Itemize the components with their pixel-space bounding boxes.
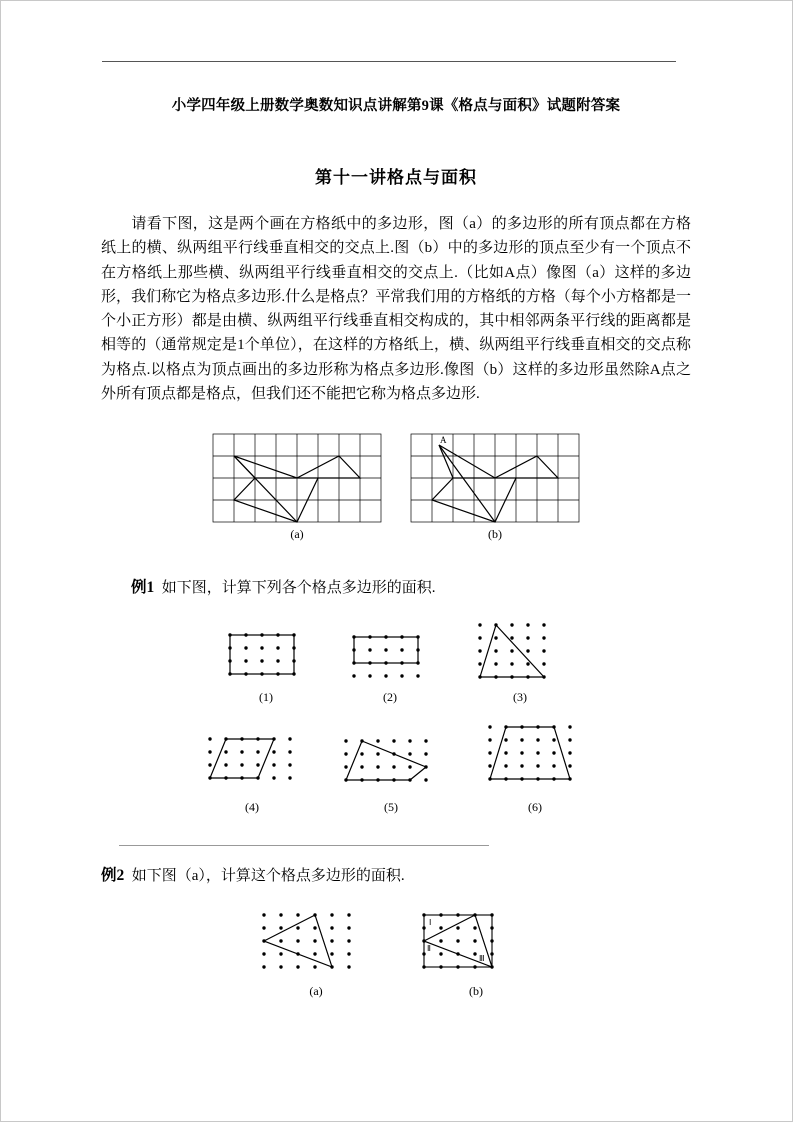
example-1-label: 例1 <box>131 579 155 597</box>
point-label-a: A <box>440 435 447 446</box>
example-1-figures-row-1 <box>222 619 570 705</box>
figure-ex1-2 <box>346 627 434 705</box>
dot-grid-quadrilateral <box>338 731 444 797</box>
figure-ex1-5-caption: (5) <box>384 800 398 815</box>
figure-1-row <box>101 432 691 542</box>
figure-ex1-3-caption: (3) <box>513 690 527 705</box>
region-label-3: Ⅲ <box>479 953 485 963</box>
figure-1b <box>409 432 581 542</box>
example-2-figures <box>101 909 691 999</box>
example-2 <box>101 864 691 889</box>
intro-paragraph-text: 请看下图，这是两个画在方格纸中的多边形，图（a）的多边形的所有顶点都在方格纸上的横、纵两组平行线垂直相交的交点上.图（b）中的多边形的顶点至少有一个顶点不在方格纸上那些横、纵两组平行线垂直相交的交点上.（比如A点）像图（a）这样的多边形，我们称它为格点多边形.什么是格点？平常我们用的方格纸的方格（每个小方格都是一个小正方形）都是由横、纵两组平行线垂直相交构成的，其中相邻两条平行线的距离都是相等的（通常规定是1个单位），在这样的方格纸上，横、纵两组平行线垂直相交的交点称为格点.以格点为顶点画出的多边形称为格点多边形.像图（b）这样的多边形虽然除A点之外所有顶点都是格点，但我们还不能把它称为格点多边形. <box>101 216 691 403</box>
figure-ex1-1 <box>222 627 310 705</box>
example-2-text: 如下图（a），计算这个格点多边形的面积. <box>131 868 405 885</box>
page-content <box>101 61 691 999</box>
dot-grid-rectangle-wide <box>346 627 434 687</box>
chapter-title: 第十一讲格点与面积 <box>315 168 477 187</box>
figure-ex1-6 <box>480 719 590 815</box>
figure-ex1-3 <box>470 619 570 705</box>
dot-grid-triangle-a <box>256 909 376 981</box>
figure-ex2-b <box>416 909 536 999</box>
grid-polygon-b <box>409 432 581 524</box>
figure-ex1-6-caption: (6) <box>528 800 542 815</box>
figure-1a <box>211 432 383 542</box>
figure-ex1-1-caption: (1) <box>259 690 273 705</box>
example-1-figures <box>101 619 691 815</box>
figure-1a-caption: (a) <box>290 527 304 542</box>
example-1 <box>101 576 691 601</box>
region-label-1: Ⅰ <box>429 917 432 927</box>
header-divider <box>102 61 676 62</box>
figure-ex2-a <box>256 909 376 999</box>
dot-grid-triangle-b <box>416 909 536 981</box>
figure-1 <box>101 432 691 542</box>
figure-ex1-4-caption: (4) <box>245 800 259 815</box>
figure-ex2-a-caption: (a) <box>309 983 323 998</box>
section-divider <box>119 845 489 846</box>
document-header-title: 小学四年级上册数学奥数知识点讲解第9课《格点与面积》试题附答案 <box>171 98 621 114</box>
figure-ex1-2-caption: (2) <box>383 690 397 705</box>
region-label-2: Ⅱ <box>427 943 431 953</box>
figure-ex1-5 <box>338 731 444 815</box>
dot-grid-triangle <box>470 619 570 687</box>
example-1-text: 如下图，计算下列各个格点多边形的面积. <box>161 580 436 597</box>
figure-1b-caption: (b) <box>488 527 502 542</box>
figure-ex2-b-caption: (b) <box>469 983 483 998</box>
dot-grid-trapezoid <box>480 719 590 797</box>
example-1-figures-row-2 <box>202 719 590 815</box>
dot-grid-rectangle <box>222 627 310 687</box>
grid-polygon-a <box>211 432 383 524</box>
figure-ex1-4 <box>202 731 302 815</box>
intro-paragraph <box>101 212 691 406</box>
example-2-label: 例2 <box>101 867 125 885</box>
dot-grid-parallelogram <box>202 731 302 797</box>
